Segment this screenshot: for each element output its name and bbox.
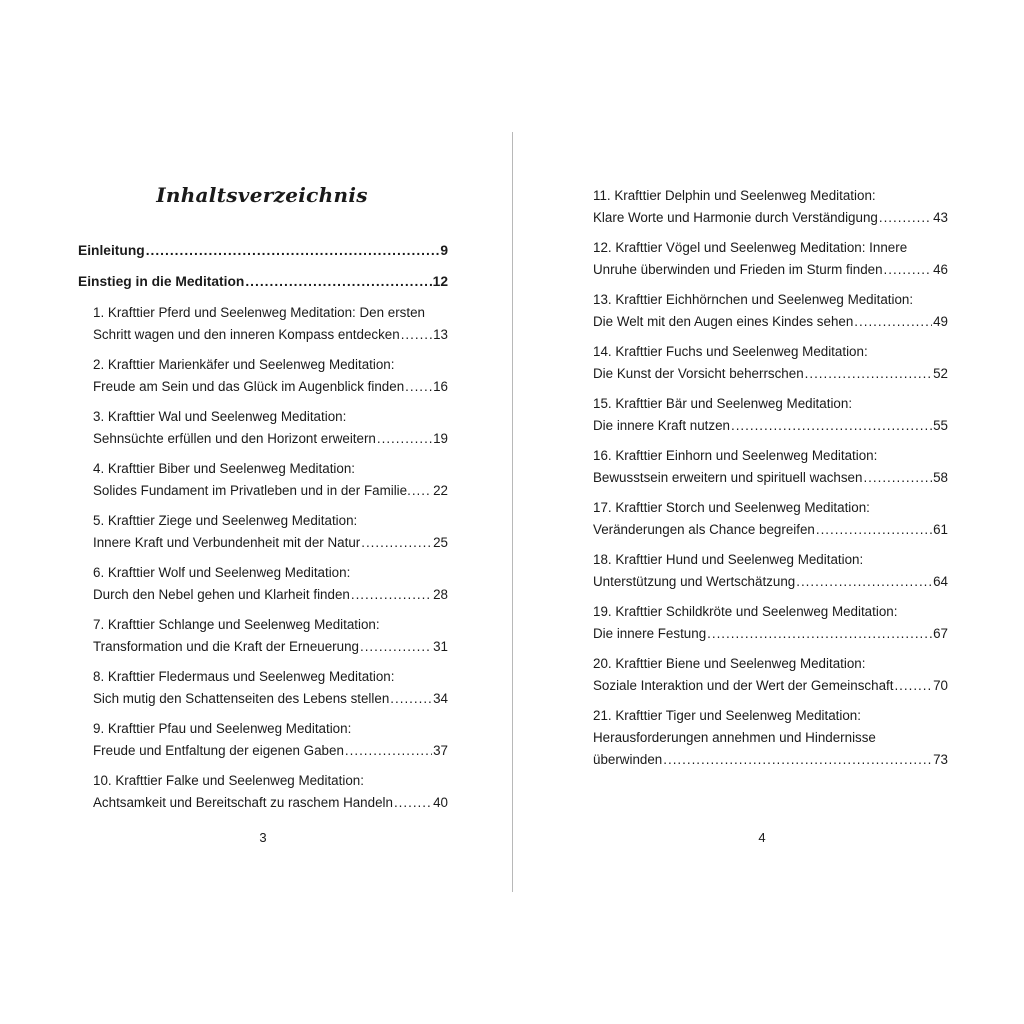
toc-entry-line1: 8. Krafttier Fledermaus und Seelenweg Meditation: [93,669,395,684]
toc-chapter-title: Einstieg in die Meditation [78,274,245,289]
toc-entry[interactable] [593,601,948,645]
toc-entry[interactable] [593,549,948,593]
dot-leader [351,584,432,606]
toc-chapter-einstieg[interactable] [78,271,448,293]
toc-entry-page: 28 [433,587,448,602]
toc-entry[interactable] [593,237,948,281]
dot-leader [731,415,932,437]
toc-entry-page: 43 [933,210,948,225]
dot-leader [405,376,432,398]
dot-leader [884,259,933,281]
toc-entry-line2: Sehnsüchte erfüllen und den Horizont erweitern [93,431,376,446]
toc-entry-page: 67 [933,626,948,641]
dot-leader [854,311,932,333]
toc-entry-line1: 7. Krafttier Schlange und Seelenweg Meditation: [93,617,380,632]
page-number-right: 4 [758,830,766,845]
toc-entry[interactable] [593,341,948,385]
toc-entry-line2: Veränderungen als Chance begreifen [593,522,815,537]
toc-entry[interactable] [593,393,948,437]
toc-entry[interactable] [593,705,948,771]
toc-entry[interactable] [593,185,948,229]
toc-entry-line2: Die Kunst der Vorsicht beherrschen [593,366,804,381]
toc-entry-line2: Innere Kraft und Verbundenheit mit der Natur [93,535,361,550]
toc-entry[interactable] [93,354,448,398]
toc-entry-line2: Unruhe überwinden und Frieden im Sturm finden [593,262,883,277]
toc-entry-line1: 17. Krafttier Storch und Seelenweg Meditation: [593,500,870,515]
toc-entry[interactable] [93,562,448,606]
toc-entry-line1: 10. Krafttier Falke und Seelenweg Meditation: [93,773,364,788]
toc-entry[interactable] [93,666,448,710]
dot-leader [361,532,432,554]
toc-entry-line2: Sich mutig den Schattenseiten des Lebens stellen [93,691,390,706]
dot-leader [412,480,432,502]
dot-leader [394,792,432,814]
dot-leader [663,749,932,771]
toc-entry-page: 46 [933,262,948,277]
toc-entry-line1: 2. Krafttier Marienkäfer und Seelenweg Meditation: [93,357,395,372]
toc-entry-line1: 19. Krafttier Schildkröte und Seelenweg Meditation: [593,604,898,619]
toc-entry[interactable] [93,458,448,502]
toc-entry[interactable] [93,614,448,658]
toc-entry[interactable] [593,653,948,697]
dot-leader [805,363,932,385]
toc-entry-line1: 11. Krafttier Delphin und Seelenweg Meditation: [593,188,876,203]
toc-entry[interactable] [593,289,948,333]
toc-heading: Inhaltsverzeichnis [156,183,368,207]
toc-entry-page: 64 [933,574,948,589]
dot-leader [816,519,932,541]
toc-entry-line2: Herausforderungen annehmen und Hindernisse [593,730,876,745]
toc-chapter-page: 12 [432,274,448,289]
toc-entry-line1: 15. Krafttier Bär und Seelenweg Meditation: [593,396,853,411]
toc-entry-line2: Klare Worte und Harmonie durch Verständigung [593,210,878,225]
toc-entry-page: 70 [933,678,948,693]
toc-entry-line2: Freude und Entfaltung der eigenen Gaben [93,743,344,758]
toc-entry-line1: 6. Krafttier Wolf und Seelenweg Meditation: [93,565,351,580]
toc-entry-page: 13 [433,327,448,342]
toc-entry-line2: Achtsamkeit und Bereitschaft zu raschem Handeln [93,795,393,810]
toc-entry-line2: Transformation und die Kraft der Erneuerung [93,639,359,654]
toc-entry-page: 61 [933,522,948,537]
dot-leader [377,428,432,450]
dot-leader [245,271,431,293]
toc-entry-line1: 9. Krafttier Pfau und Seelenweg Meditation: [93,721,352,736]
dot-leader [146,240,440,262]
toc-entry-line2: Solides Fundament im Privatleben und in der Familie. [93,483,411,498]
toc-entry-line1: 14. Krafttier Fuchs und Seelenweg Meditation: [593,344,868,359]
dot-leader [863,467,932,489]
toc-entry-line2: Unterstützung und Wertschätzung [593,574,796,589]
toc-entry-line1: 5. Krafttier Ziege und Seelenweg Meditation: [93,513,358,528]
toc-entry[interactable] [93,406,448,450]
toc-entry-line1: 3. Krafttier Wal und Seelenweg Meditation: [93,409,347,424]
toc-entry-page: 34 [433,691,448,706]
page-divider [512,132,513,892]
toc-entry-line1: 13. Krafttier Eichhörnchen und Seelenweg Meditation: [593,292,914,307]
toc-entry[interactable] [93,770,448,814]
dot-leader [894,675,932,697]
toc-entry-page: 16 [433,379,448,394]
toc-entry[interactable] [593,445,948,489]
page-number-left: 3 [259,830,267,845]
toc-entry-line2: Bewusstsein erweitern und spirituell wachsen [593,470,863,485]
toc-entry[interactable] [93,718,448,762]
toc-entry-page: 49 [933,314,948,329]
toc-entry-page: 52 [933,366,948,381]
toc-entry[interactable] [593,497,948,541]
dot-leader [360,636,432,658]
toc-entry-line2: Soziale Interaktion und der Wert der Gemeinschaft [593,678,894,693]
toc-entry-line1: 21. Krafttier Tiger und Seelenweg Meditation: [593,708,861,723]
toc-entry-page: 73 [933,752,948,767]
toc-entry-line2: Freude am Sein und das Glück im Augenblick finden [93,379,405,394]
toc-chapter-einleitung[interactable] [78,240,448,262]
toc-entry-line3: überwinden [593,752,663,767]
toc-entry-page: 19 [433,431,448,446]
toc-entry-line1: 20. Krafttier Biene und Seelenweg Meditation: [593,656,866,671]
toc-entry-page: 58 [933,470,948,485]
toc-entry-page: 31 [433,639,448,654]
toc-entry[interactable] [93,302,448,346]
toc-entry-line1: 1. Krafttier Pferd und Seelenweg Meditation: Den ersten [93,305,425,320]
toc-entry-line1: 18. Krafttier Hund und Seelenweg Meditation: [593,552,864,567]
toc-entry-line1: 4. Krafttier Biber und Seelenweg Meditation: [93,461,356,476]
dot-leader [401,324,432,346]
toc-entry-line1: 16. Krafttier Einhorn und Seelenweg Meditation: [593,448,878,463]
dot-leader [390,688,432,710]
toc-entry-line1: 12. Krafttier Vögel und Seelenweg Meditation: Innere [593,240,908,255]
toc-entry-line2: Die innere Kraft nutzen [593,418,730,433]
dot-leader [345,740,432,762]
toc-entry-line2: Schritt wagen und den inneren Kompass entdecken [93,327,400,342]
toc-entry[interactable] [93,510,448,554]
toc-entry-line2: Die innere Festung [593,626,707,641]
toc-entry-page: 40 [433,795,448,810]
dot-leader [796,571,932,593]
toc-entry-page: 22 [433,483,448,498]
toc-entry-page: 55 [933,418,948,433]
toc-entry-page: 25 [433,535,448,550]
dot-leader [707,623,932,645]
dot-leader [879,207,932,229]
toc-entry-page: 37 [433,743,448,758]
toc-entry-line2: Die Welt mit den Augen eines Kindes sehen [593,314,854,329]
toc-chapter-title: Einleitung [78,243,145,258]
toc-chapter-page: 9 [440,243,448,258]
toc-entry-line2: Durch den Nebel gehen und Klarheit finden [93,587,350,602]
